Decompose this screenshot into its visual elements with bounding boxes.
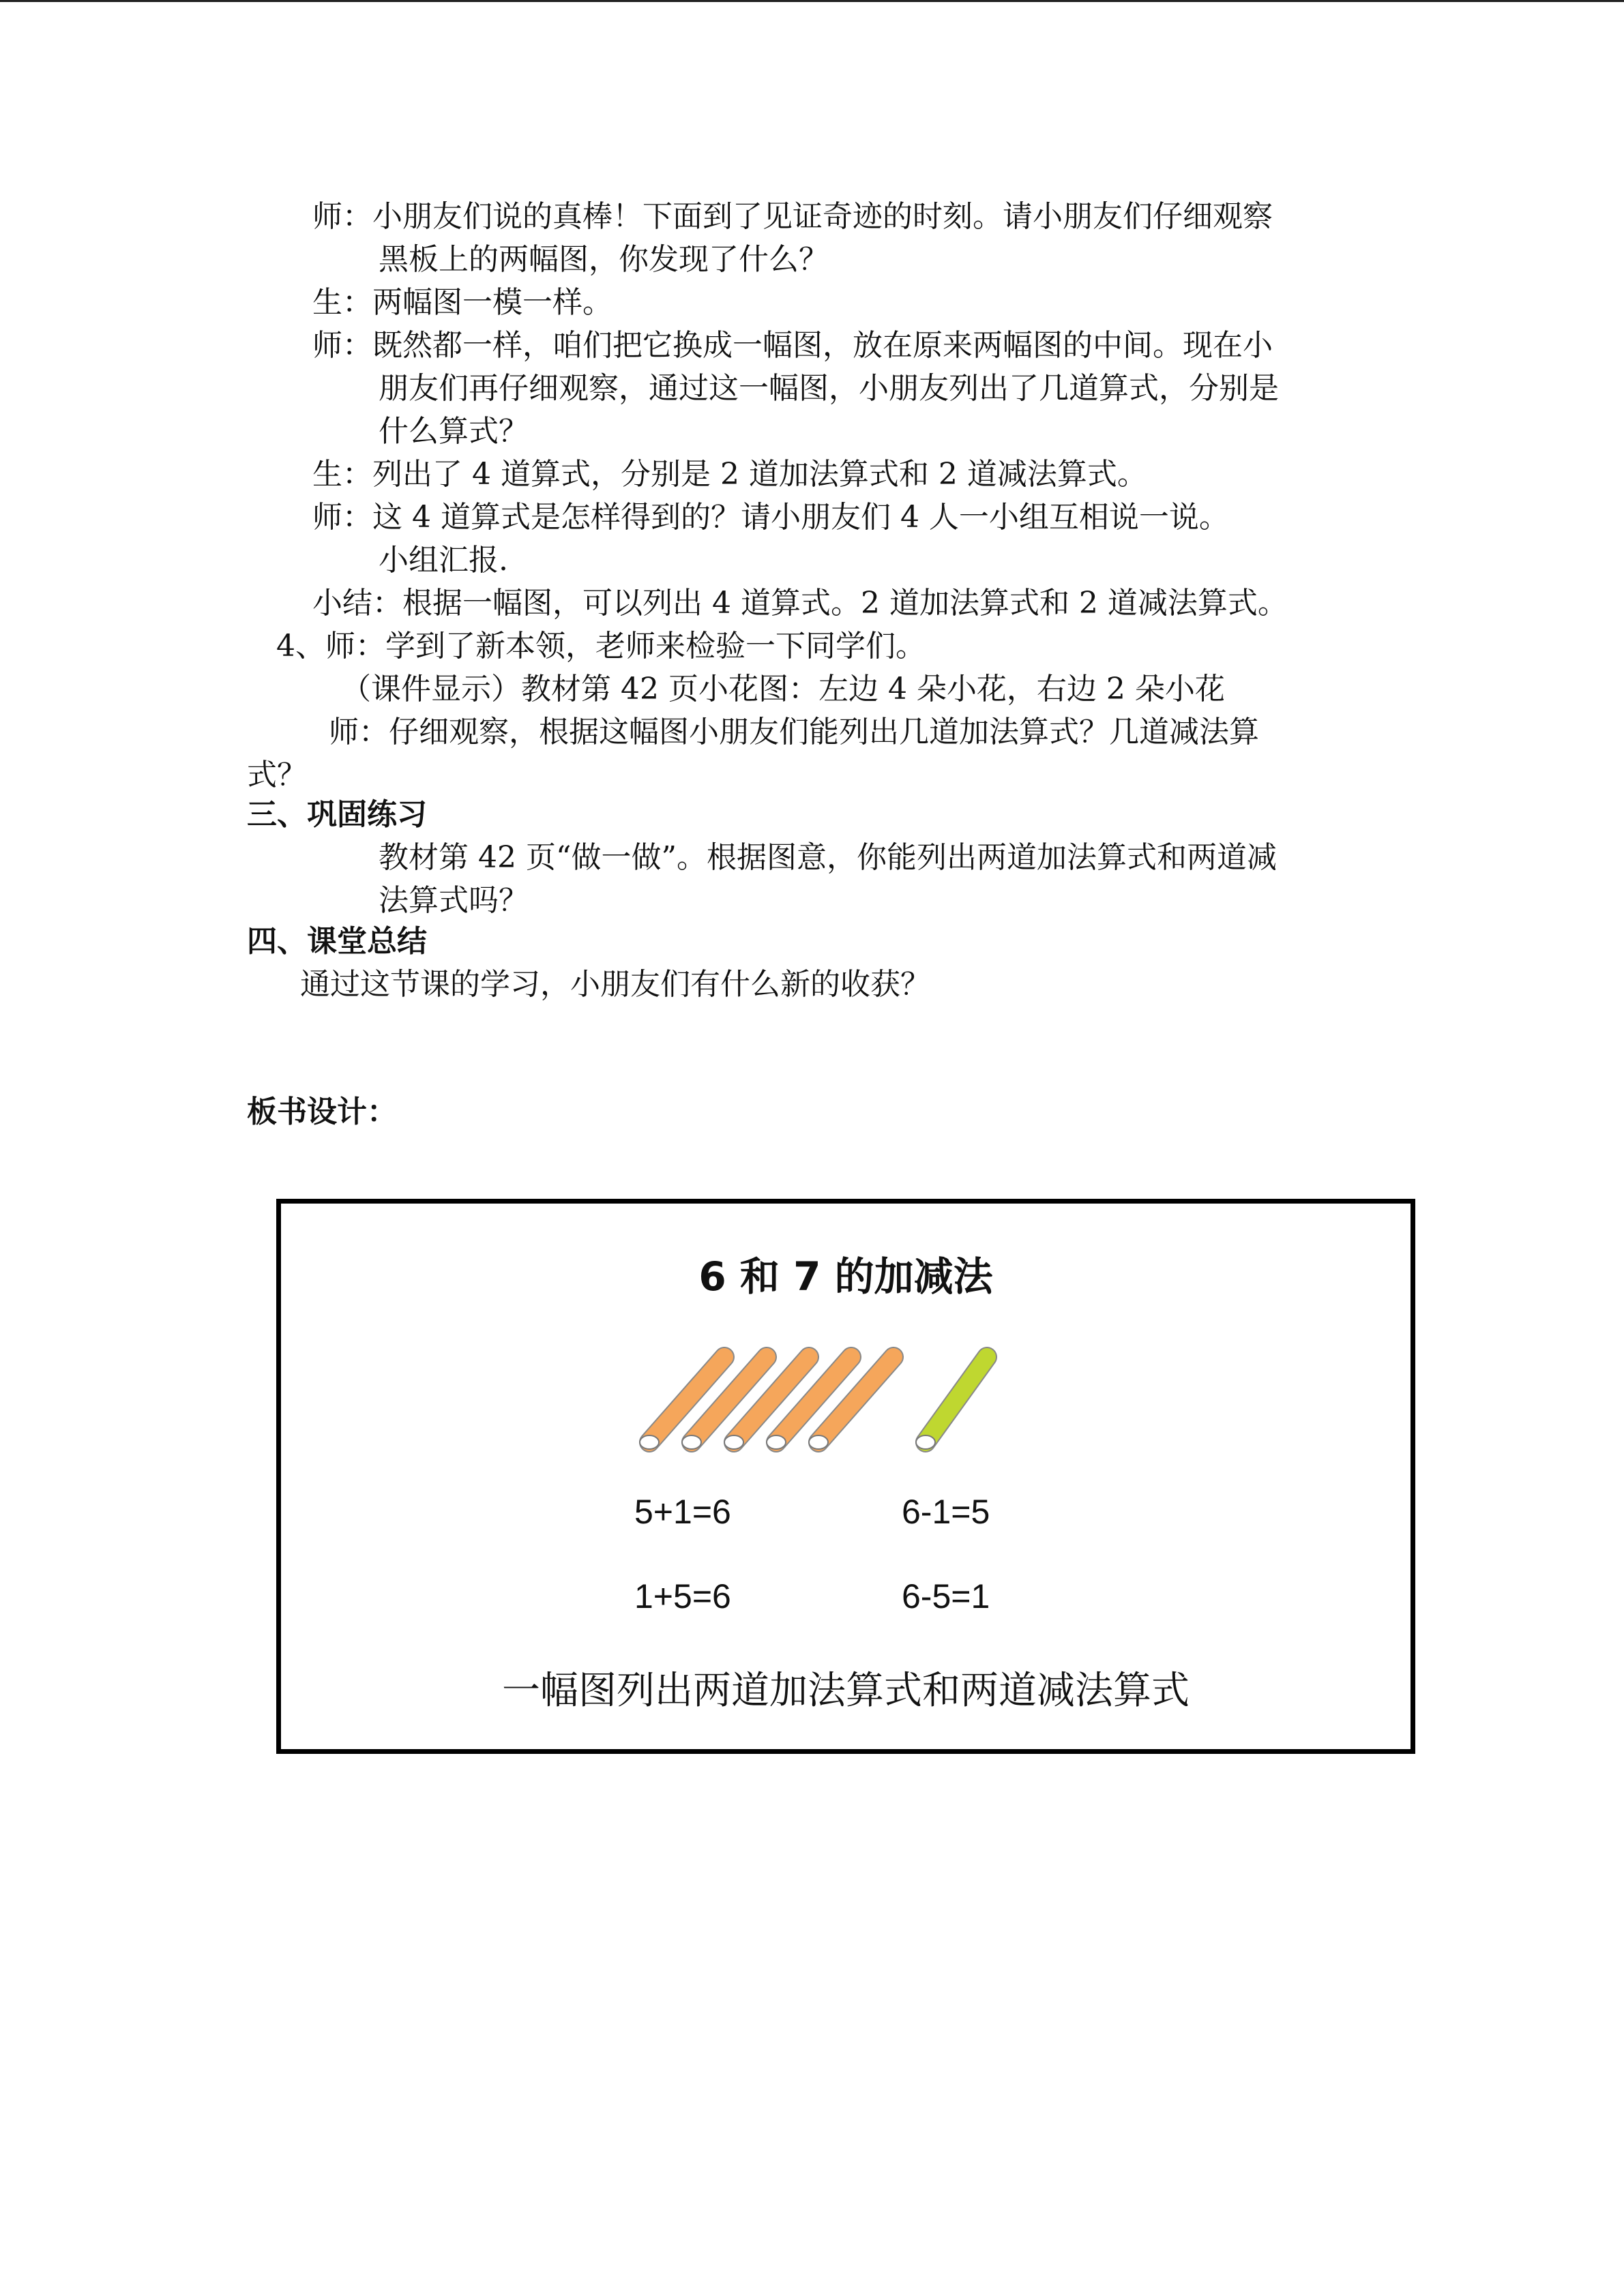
text-line: 通过这节课的学习，小朋友们有什么新的收获？ xyxy=(300,967,930,1002)
text-line: 师：仔细观察，根据这幅图小朋友们能列出几道加法算式？几道减法算 xyxy=(329,715,1259,749)
text-line: 法算式吗？ xyxy=(379,883,529,918)
text-line: 朋友们再仔细观察，通过这一幅图，小朋友列出了几道算式，分别是 xyxy=(379,371,1279,406)
blackboard-design-box xyxy=(276,1199,1415,1754)
equation: 5+1=6 xyxy=(634,1493,731,1531)
equation: 6-5=1 xyxy=(902,1577,990,1615)
board-design-label: 板书设计： xyxy=(247,1094,397,1129)
board-summary: 一幅图列出两道加法算式和两道减法算式 xyxy=(502,1669,1190,1713)
text-line: （课件显示）教材第 42 页小花图：左边 4 朵小花，右边 2 朵小花 xyxy=(341,672,1225,706)
text-line: 师：既然都一样，咱们把它换成一幅图，放在原来两幅图的中间。现在小 xyxy=(312,328,1273,363)
text-line: 师：这 4 道算式是怎样得到的？请小朋友们 4 人一小组互相说一说。 xyxy=(312,500,1229,535)
text-line: 4、师：学到了新本领，老师来检验一下同学们。 xyxy=(276,629,926,664)
text-line: 式？ xyxy=(247,758,307,792)
top-border xyxy=(0,0,1624,2)
text-line: 黑板上的两幅图，你发现了什么？ xyxy=(379,242,829,277)
text-line: 小组汇报. xyxy=(379,543,508,578)
text-line: 生：两幅图一模一样。 xyxy=(312,285,612,320)
text-line: 教材第 42 页“做一做”。根据图意，你能列出两道加法算式和两道减 xyxy=(379,840,1277,875)
orange-stick xyxy=(640,1357,724,1449)
text-line: 小结：根据一幅图，可以列出 4 道算式。2 道加法算式和 2 道减法算式。 xyxy=(312,586,1288,621)
equation: 1+5=6 xyxy=(634,1577,731,1615)
equation: 6-1=5 xyxy=(902,1493,990,1531)
board-title: 6 和 7 的加减法 xyxy=(698,1253,993,1300)
counting-sticks-illustration xyxy=(629,1347,1011,1463)
green-stick xyxy=(916,1357,987,1449)
text-line: 师：小朋友们说的真棒！下面到了见证奇迹的时刻。请小朋友们仔细观察 xyxy=(312,199,1273,234)
text-line: 生：列出了 4 道算式，分别是 2 道加法算式和 2 道减法算式。 xyxy=(312,457,1147,492)
text-line: 什么算式？ xyxy=(379,414,529,449)
section-heading-practice: 三、巩固练习 xyxy=(247,797,427,832)
section-heading-summary: 四、课堂总结 xyxy=(247,924,427,959)
